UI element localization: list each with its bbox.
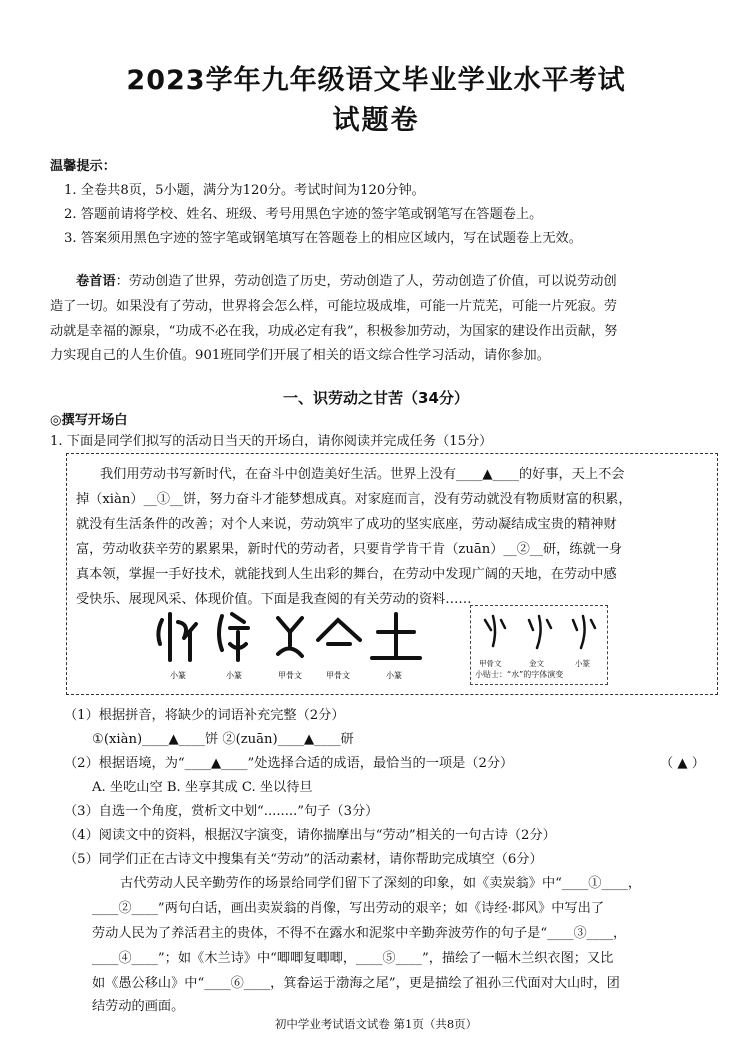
section-heading: 一、识劳动之甘苦（34分）	[283, 389, 469, 407]
answer-mark: （ ▲ ）	[660, 756, 705, 771]
q5-line-4: ____④____”；如《木兰诗》中“唧唧复唧唧，____⑤____”，描绘了一幅木兰织衣图；又比	[92, 951, 614, 966]
subq-5: （5）同学们正在古诗文中搜集有关“劳动”的活动素材，请你帮助完成填空（6分）	[64, 852, 543, 867]
page-footer: 初中学业考试语文试卷 第1页（共8页）	[274, 1017, 478, 1031]
tips-heading: 温馨提示：	[50, 159, 116, 174]
q5-line-3: 劳动人民为了养活君主的贵体，不得不在露水和泥浆中辛勤奔波劳作的句子是“____③____，	[92, 926, 627, 941]
intro-text: ：劳动创造了世界，劳动创造了历史，劳动创造了人，劳动创造了价值，可以说劳动创	[115, 274, 617, 289]
subsection-heading: ◎撰写开场白	[50, 413, 128, 428]
subq-1-blanks: ①(xiàn)____▲____饼 ②(zuān)____▲____研	[92, 732, 354, 747]
passage-line-3: 就没有生活条件的改善；对个人来说，劳动筑牢了成功的坚实底座，劳动凝结成宝贵的精神财	[76, 517, 617, 532]
water-glyph-2	[529, 616, 551, 648]
question-1-stem: 1. 下面是同学们拟写的活动日当天的开场白，请你阅读并完成任务（15分）	[50, 434, 493, 449]
water-glyph-1	[485, 616, 505, 646]
intro-line-2: 造了一切。如果没有了劳动，世界将会怎么样，可能垃圾成堆，可能一片荒芜，可能一片死寂。劳	[50, 299, 618, 314]
q5-line-1: 古代劳动人民辛勤劳作的场景给同学们留下了深刻的印象，如《卖炭翁》中“____①____，	[120, 876, 642, 891]
water-label-2: 金文	[529, 659, 544, 668]
intro-line-1	[76, 273, 617, 291]
glyph-2	[219, 614, 248, 660]
glyph-1	[158, 614, 196, 660]
tip-2: 2. 答题前请将学校、姓名、班级、考号用黑色字迹的签字笔或钢笔写在答题卷上。	[64, 207, 543, 222]
glyph-label-3: 甲骨文	[278, 671, 302, 680]
glyph-label-1: 小篆	[170, 671, 186, 680]
subq-2-options: A. 坐吃山空 B. 坐享其成 C. 坐以待旦	[92, 780, 313, 795]
q5-line-5: 如《愚公移山》中“____⑥____，箕畚运于渤海之尾”，更是描绘了祖孙三代面对大山时，团	[92, 976, 620, 991]
q5-line-2: ____②____”两句白话，画出卖炭翁的肖像，写出劳动的艰辛；如《诗经·邶风》中写出了	[92, 901, 605, 916]
subq-2: （2）根据语境，为“____▲____”处选择合适的成语，最恰当的一项是（2分）	[64, 756, 514, 771]
passage-line-2: 掉（xiàn）__①__饼，努力奋斗才能梦想成真。对家庭而言，没有劳动就没有物质财富的积累，	[76, 492, 632, 507]
intro-line-4: 力实现自己的人生价值。901班同学们开展了相关的语文综合性学习活动，请你参加。	[50, 348, 550, 363]
water-label-1: 甲骨文	[479, 659, 502, 668]
tip-1: 1. 全卷共8页，5小题，满分为120分。考试时间为120分钟。	[64, 183, 425, 198]
water-glyphs	[471, 606, 607, 662]
exam-title: 2023学年九年级语文毕业学业水平考试	[126, 65, 626, 96]
intro-line-3: 动就是幸福的源泉，“功成不必在我，功成必定有我”，积极参加劳动，为国家的建设作出贡献，努	[50, 324, 618, 339]
glyph-label-5: 小篆	[386, 671, 402, 680]
tip-3: 3. 答案须用黑色字迹的签字笔或钢笔填写在答题卷上的相应区域内，写在试题卷上无效。	[64, 231, 582, 246]
water-glyph-3	[573, 616, 595, 648]
passage-line-1: 我们用劳动书写新时代，在奋斗中创造美好生活。世界上没有____▲____的好事，天上不会	[100, 467, 625, 482]
glyph-4	[318, 620, 360, 644]
passage-line-6: 受快乐、展现风采、体现价值。下面是我查阅的有关劳动的资料……	[76, 592, 472, 607]
subq-4: （4）阅读文中的资料，根据汉字演变，请你揣摩出与“劳动”相关的一句古诗（2分）	[64, 828, 556, 843]
water-label-3: 小篆	[575, 659, 590, 668]
passage-line-5: 真本领，掌握一手好技术，就能找到人生出彩的舞台，在劳动中发现广阔的天地，在劳动中感	[76, 567, 617, 582]
glyph-3	[278, 618, 302, 656]
q5-line-6: 结劳动的画面。	[92, 999, 185, 1014]
exam-subtitle: 试题卷	[332, 105, 420, 136]
subq-3: （3）自选一个角度，赏析文中划“........”句子（3分）	[64, 804, 379, 819]
water-evolution-box	[470, 605, 608, 685]
glyph-label-4: 甲骨文	[326, 671, 350, 680]
passage-line-4: 富，劳动收获辛劳的累累果，新时代的劳动者，只要肯学肯干肯（zuān）__②__研，练就一身	[76, 542, 623, 557]
glyph-5	[372, 614, 420, 658]
glyph-label-2: 小篆	[226, 671, 242, 680]
intro-label: 卷首语	[76, 274, 116, 289]
subq-1: （1）根据拼音，将缺少的词语补充完整（2分）	[64, 708, 345, 723]
water-tip: 小贴士：“水”的字体演变	[475, 670, 564, 679]
ancient-glyphs-figure	[150, 602, 450, 682]
